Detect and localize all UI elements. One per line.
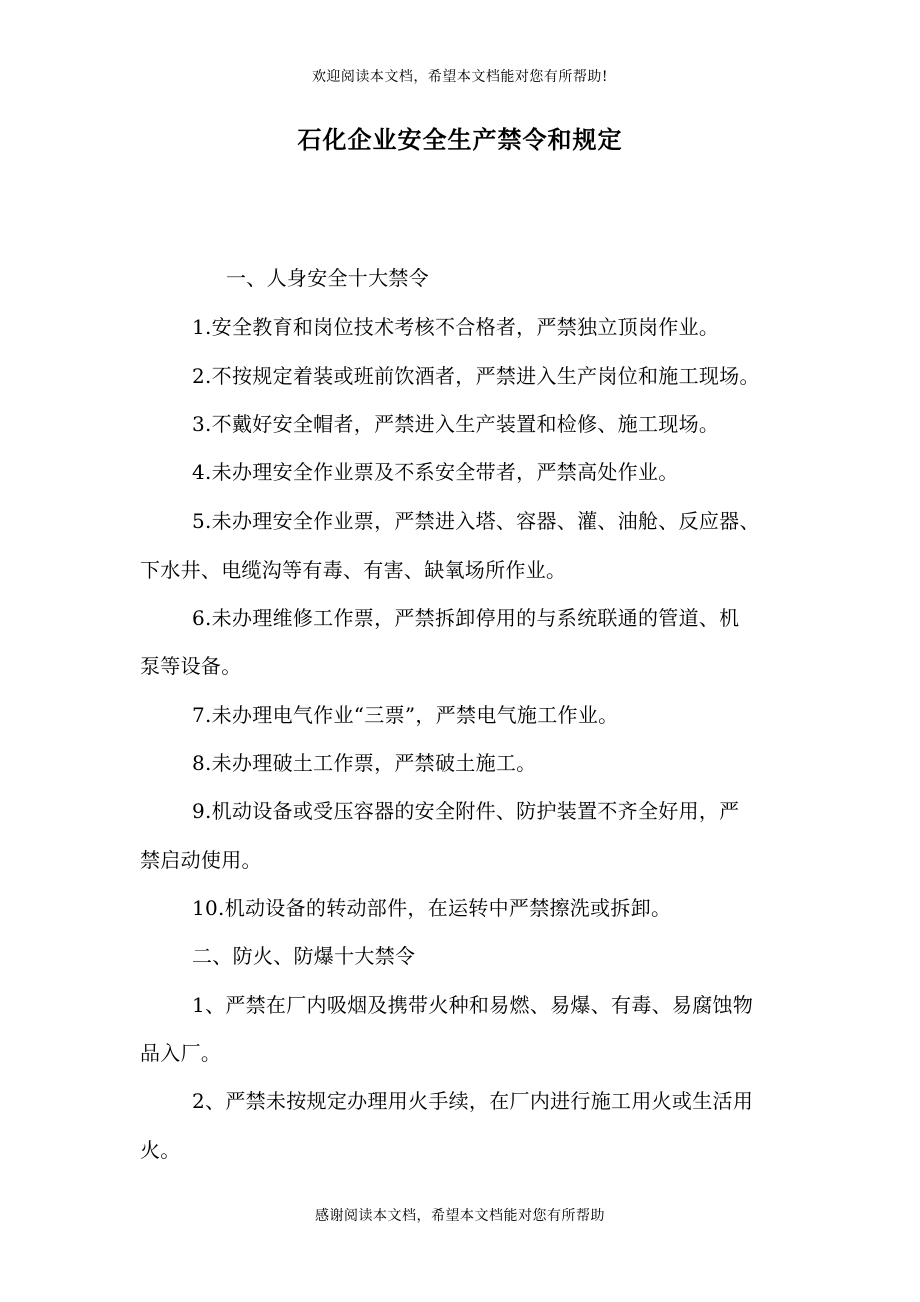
list-item: 2、严禁未按规定办理用火手续，在厂内进行施工用火或生活用	[192, 1089, 754, 1113]
list-item: 4.未办理安全作业票及不系安全带者，严禁高处作业。	[192, 460, 679, 484]
list-item: 7.未办理电气作业“三票”，严禁电气施工作业。	[192, 703, 619, 727]
footer-note: 感谢阅读本文档，希望本文档能对您有所帮助	[315, 1208, 605, 1224]
list-item: 6.未办理维修工作票，严禁拆卸停用的与系统联通的管道、机	[192, 606, 740, 630]
section-heading-personal-safety: 一、人身安全十大禁令	[226, 266, 429, 290]
header-note: 欢迎阅读本文档，希望本文档能对您有所帮助!	[311, 69, 609, 85]
section-heading-fire-explosion: 二、防火、防爆十大禁令	[192, 944, 416, 968]
list-item: 1.安全教育和岗位技术考核不合格者，严禁独立顶岗作业。	[192, 315, 720, 339]
document-title: 石化企业安全生产禁令和规定	[297, 125, 623, 154]
list-item-continuation: 下水井、电缆沟等有毒、有害、缺氧场所作业。	[140, 558, 567, 582]
list-item-continuation: 品入厂。	[140, 1041, 222, 1065]
list-item-continuation: 泵等设备。	[140, 654, 242, 678]
list-item: 9.机动设备或受压容器的安全附件、防护装置不齐全好用，严	[192, 799, 740, 823]
list-item: 2.不按规定着装或班前饮酒者，严禁进入生产岗位和施工现场。	[192, 364, 760, 388]
list-item: 5.未办理安全作业票，严禁进入塔、容器、灌、油舱、反应器、	[192, 509, 760, 533]
list-item: 8.未办理破土工作票，严禁破土施工。	[192, 751, 537, 775]
list-item-continuation: 火。	[140, 1138, 181, 1162]
list-item: 10.机动设备的转动部件，在运转中严禁擦洗或拆卸。	[192, 896, 672, 920]
list-item: 1、严禁在厂内吸烟及携带火种和易燃、易爆、有毒、易腐蚀物	[192, 993, 754, 1017]
list-item: 3.不戴好安全帽者，严禁进入生产装置和检修、施工现场。	[192, 412, 720, 436]
list-item-continuation: 禁启动使用。	[140, 848, 262, 872]
